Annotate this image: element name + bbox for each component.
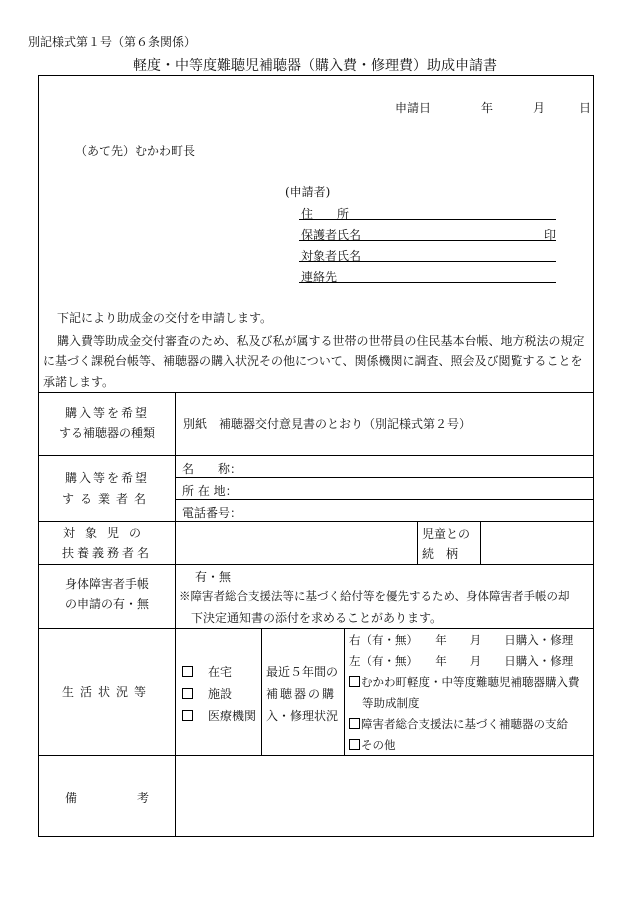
checkbox-home[interactable] xyxy=(182,666,193,677)
form-frame xyxy=(38,75,594,837)
contact-label: 連絡先 xyxy=(301,270,338,284)
program-option-1-cont: 等助成制度 xyxy=(362,696,420,710)
guardian-name-line[interactable] xyxy=(299,240,556,241)
dealer-location-label: 所 在 地： xyxy=(182,484,238,498)
table-rule xyxy=(417,521,418,564)
dealer-phone-label: 電話番号： xyxy=(182,506,243,520)
subject-name-line[interactable] xyxy=(299,261,556,262)
program-option-1-label: むかわ町軽度・中等度難聴児補聴器購入費 xyxy=(361,675,580,689)
subject-name-label: 対象者氏名 xyxy=(301,249,362,263)
checkbox-medical[interactable] xyxy=(182,710,193,721)
living-option-facility[interactable] xyxy=(182,685,232,702)
application-date-label: 申請日 xyxy=(395,101,432,115)
hearing-aid-type-label-1: 購入等を希望 xyxy=(64,406,149,420)
table-rule xyxy=(175,477,593,478)
program-option-2[interactable] xyxy=(349,716,568,732)
table-rule xyxy=(175,499,593,500)
program-option-1[interactable] xyxy=(349,674,580,690)
table-rule xyxy=(39,628,593,629)
purchase-right-row[interactable]: 右（有・無） 年 月 日購入・修理 xyxy=(349,633,574,647)
table-rule xyxy=(261,628,262,755)
living-option-medical[interactable] xyxy=(182,707,256,724)
supporter-label-1: 対象児の xyxy=(62,526,151,540)
program-option-3-label: その他 xyxy=(361,738,396,752)
program-option-3[interactable] xyxy=(349,737,396,753)
disability-certificate-value[interactable]: 有・無 xyxy=(195,570,232,584)
dealer-name-label: 名 称： xyxy=(182,462,243,476)
statement-line-1: 下記により助成金の交付を申請します。 xyxy=(57,311,273,325)
table-rule xyxy=(344,628,345,755)
application-date-year: 年 xyxy=(481,101,494,115)
seal-mark: 印 xyxy=(544,228,557,242)
relation-label-1: 児童との xyxy=(422,527,471,541)
living-option-medical-label: 医療機関 xyxy=(208,709,257,723)
dealer-label-1: 購入等を希望 xyxy=(64,471,149,485)
table-rule xyxy=(39,392,593,393)
checkbox-facility[interactable] xyxy=(182,688,193,699)
table-rule xyxy=(39,455,593,456)
disability-certificate-label-1: 身体障害者手帳 xyxy=(64,577,149,591)
history-label-1: 最近５年間の xyxy=(266,665,339,679)
living-option-facility-label: 施設 xyxy=(208,687,233,701)
address-label: 住 所 xyxy=(301,207,350,221)
disability-certificate-label-2: の申請の有・無 xyxy=(64,597,149,611)
disability-certificate-note-1: ※障害者総合支援法等に基づく給付等を優先するため、身体障害者手帳の却 xyxy=(179,589,570,603)
relation-label-2: 続 柄 xyxy=(422,547,459,561)
living-option-home-label: 在宅 xyxy=(208,665,233,679)
statement-line-2: 購入費等助成金交付審査のため、私及び私が属する世帯の世帯員の住民基本台帳、地方税法の規定 xyxy=(57,334,585,348)
purchase-left-row[interactable]: 左（有・無） 年 月 日購入・修理 xyxy=(349,654,574,668)
table-rule xyxy=(480,521,481,564)
disability-certificate-note-2: 下決定通知書の添付を求めることがあります。 xyxy=(191,611,443,625)
applicant-heading: (申請者) xyxy=(285,185,331,199)
checkbox-program-3[interactable] xyxy=(349,739,360,750)
form-number: 別記様式第１号（第６条関係） xyxy=(28,35,197,49)
dealer-label-2: する業者名 xyxy=(61,492,152,506)
table-rule xyxy=(39,521,593,522)
address-line[interactable] xyxy=(299,219,556,220)
hearing-aid-type-label-2: する補聴器の種類 xyxy=(58,426,155,440)
checkbox-program-1[interactable] xyxy=(349,676,360,687)
supporter-label-2: 扶養義務者名 xyxy=(61,546,152,560)
living-status-label: 生活状況等 xyxy=(61,685,152,699)
checkbox-program-2[interactable] xyxy=(349,718,360,729)
remarks-field[interactable] xyxy=(176,756,592,836)
statement-line-3: に基づく課税台帳等、補聴器の購入状況その他について、関係機関に調査、照会及び閲覧することを xyxy=(43,354,583,368)
history-label-2: 補聴器の購 xyxy=(266,687,337,701)
form-title: 軽度・中等度難聴児補聴器（購入費・修理費）助成申請書 xyxy=(133,58,497,74)
table-rule xyxy=(39,564,593,565)
living-option-home[interactable] xyxy=(182,663,232,680)
application-date-day: 日 xyxy=(579,101,592,115)
application-date-month: 月 xyxy=(533,101,546,115)
hearing-aid-type-value: 別紙 補聴器交付意見書のとおり（別記様式第２号） xyxy=(183,417,472,431)
history-label-3: 入・修理状況 xyxy=(266,709,339,723)
addressee: （あて先）むかわ町長 xyxy=(75,144,196,158)
program-option-2-label: 障害者総合支援法に基づく補聴器の支給 xyxy=(361,717,568,731)
guardian-name-label: 保護者氏名 xyxy=(301,228,362,242)
contact-line[interactable] xyxy=(299,282,556,283)
remarks-label: 備 考 xyxy=(64,791,149,805)
statement-line-4: 承諾します。 xyxy=(43,375,115,389)
